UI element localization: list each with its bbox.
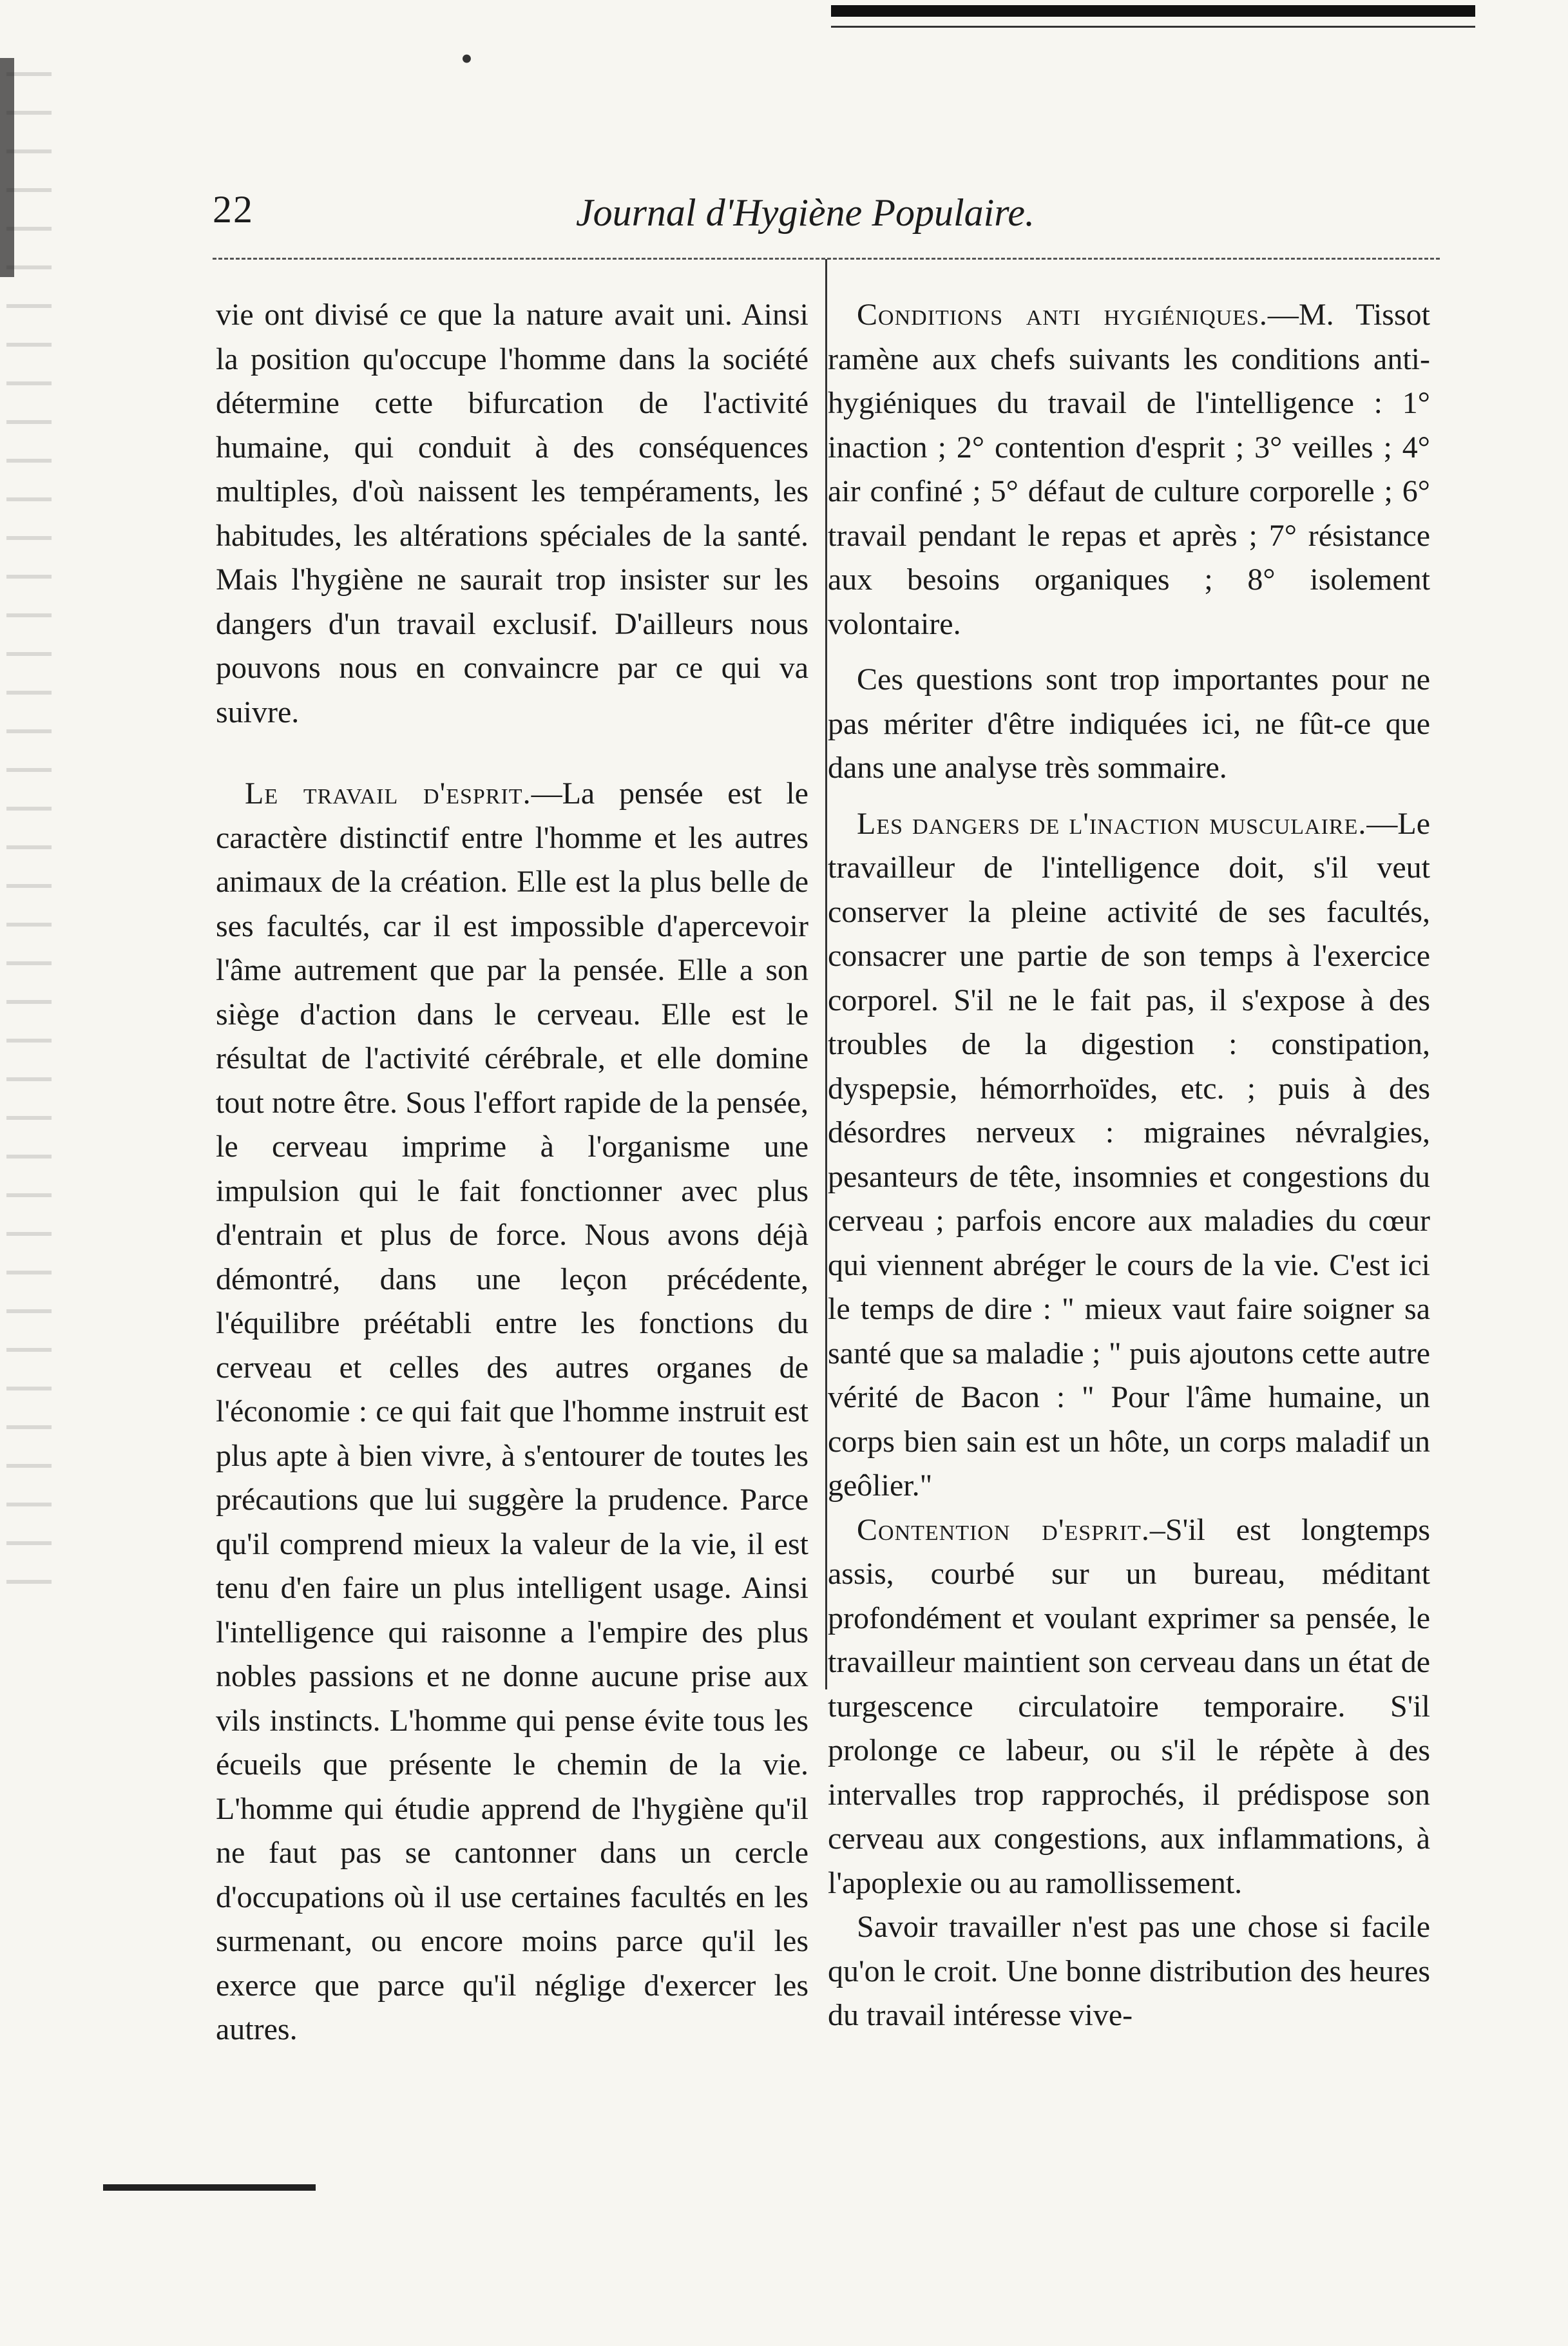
section-paragraph bbox=[828, 1508, 1430, 1906]
binding-margin-marks bbox=[6, 58, 52, 1604]
paragraph: Savoir travailler n'est pas une chose si facile qu'on le croit. Une bonne distribution des heures du travail intéresse vive- bbox=[828, 1910, 1430, 2032]
ink-speck: • bbox=[461, 39, 473, 78]
paragraph-text: –S'il est longtemps assis, courbé sur un bureau, méditant profondément et voulant exprimer sa pensée, le travailleur maintient son cerveau dans un état de turgescence circulatoire temporaire. S'il prolonge ce labeur, ou s'il le répète à des intervalles trop rapprochés, il prédispose son cerveau aux congestions, aux inflammations, à l'apoplexie ou au ramollissement. bbox=[828, 1512, 1430, 1900]
section-heading: Conditions anti hygiéniques. bbox=[857, 298, 1268, 332]
paragraph-text: —M. Tissot ramène aux chefs suivants les conditions anti-hygiéniques du travail de l'intelligence : 1° inaction ; 2° contention d'esprit ; 3° veilles ; 4° air confiné ; 5° défaut de culture corporelle ; 6° travail pendant le repas et après ; 7° résistance aux besoins organiques ; 8° isolement volontaire. bbox=[828, 298, 1430, 641]
running-title: Journal d'Hygiène Populaire. bbox=[575, 191, 1035, 234]
section-paragraph bbox=[216, 772, 808, 2052]
left-column bbox=[216, 293, 808, 2052]
section-heading: Le travail d'esprit. bbox=[245, 776, 531, 811]
section-heading: Les dangers de l'inaction musculaire. bbox=[857, 806, 1367, 841]
right-column bbox=[828, 293, 1430, 2038]
section-paragraph bbox=[828, 802, 1430, 1508]
paragraph-text: —Le travailleur de l'intelligence doit, s'il veut conserver la pleine activité de ses facultés, consacrer une partie de son temps à l'exercice corporel. S'il ne le fait pas, il s'expose à des troubles de la digestion : constipation, dyspepsie, hémorrhoïdes, etc. ; puis à des désordres nerveux : migraines névralgies, pesanteurs de tête, insomnies et congestions du cerveau ; parfois encore aux maladies du cœur qui viennent abréger le cours de la vie. C'est ici le temps de dire : " mieux vaut faire soigner sa santé que sa maladie ; " puis ajoutons cette autre vérité de Bacon : " Pour l'âme humaine, un corps bien sain est un hôte, un corps maladif un geôlier." bbox=[828, 806, 1430, 1503]
paragraph-text: —La pensée est le caractère distinctif entre l'homme et les autres animaux de la création. Elle est la plus belle de ses facultés, car il est impossible d'apercevoir l'âme autrement que par la pensée. Elle a son siège d'action dans le cerveau. Elle est le résultat de l'activité cérébrale, et elle domine tout notre être. Sous l'effort rapide de la pensée, le cerveau imprime à l'organisme une impulsion qui le fait fonctionner avec plus d'entrain et plus de force. Nous avons déjà démontré, dans une leçon précédente, l'équilibre préétabli entre les fonctions du cerveau et celles des autres organes de l'économie : ce qui fait que l'homme instruit est plus apte à bien vivre, à s'entourer de toutes les précautions que lui suggère la prudence. Parce qu'il comprend mieux la valeur de la vie, il est tenu d'en faire un plus intelligent usage. Ainsi l'intelligence qui raisonne a l'empire des plus nobles passions et ne donne aucune prise aux vils instincts. L'homme qui pense évite tous les écueils que présente le chemin de la vie. L'homme qui étudie apprend de l'hygiène qu'il ne faut pas se cantonner dans un cercle d'occupations où il use certaines facultés en les surmenant, ou encore moins parce qu'il les exerce que parce qu'il néglige d'exercer les autres. bbox=[216, 776, 808, 2046]
top-scan-rule bbox=[831, 5, 1475, 17]
column-divider bbox=[825, 259, 827, 1689]
page-number: 22 bbox=[213, 188, 254, 231]
section-paragraph bbox=[828, 293, 1430, 646]
binding-edge bbox=[0, 58, 14, 277]
paragraph: vie ont divisé ce que la nature avait uni. Ainsi la position qu'occupe l'homme dans la société détermine cette bifurcation de l'activité humaine, qui conduit à des conséquences multiples, d'où naissent les tempéraments, les habitudes, les altérations spéciales de la santé. Mais l'hygiène ne saurait trop insister sur les dangers d'un travail exclusif. D'ailleurs nous pouvons nous en convaincre par ce qui va suivre. bbox=[216, 298, 808, 729]
paragraph: Ces questions sont trop importantes pour ne pas mériter d'être indiquées ici, ne fût-ce que dans une analyse très sommaire. bbox=[828, 662, 1430, 785]
bottom-scan-rule bbox=[103, 2184, 316, 2191]
section-heading: Contention d'esprit. bbox=[857, 1512, 1150, 1547]
top-scan-rule-thin bbox=[831, 26, 1475, 28]
